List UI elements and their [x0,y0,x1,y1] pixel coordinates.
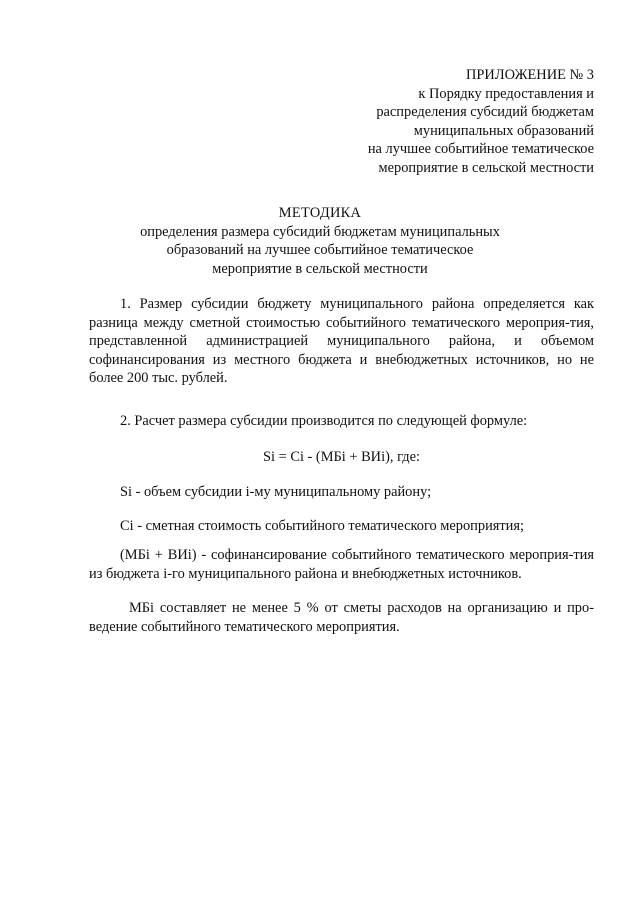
document-heading [100,204,540,278]
document-subtitle-line: мероприятие в сельской местности [212,260,428,277]
paragraph-4: Ci - сметная стоимость событийного тематического мероприятия; [120,518,524,534]
appendix-line: к Порядку предоставления и [418,85,594,102]
appendix-title: ПРИЛОЖЕНИЕ № 3 [466,67,594,83]
formula: Si = Ci - (МБi + ВИi), где: [263,449,420,465]
appendix-line: распределения субсидий бюджетам [376,104,594,121]
appendix-block [330,66,594,178]
paragraph-3: Si - объем субсидии i-му муниципальному району; [120,484,432,500]
document-title: МЕТОДИКА [278,205,362,221]
paragraph-6: МБi составляет не менее 5 % от сметы расходов на организацию и про-ведение событийного тематического мероприятия. [89,600,594,635]
document-subtitle-line: образований на лучшее событийное тематическое [166,242,474,259]
document-subtitle-line: определения размера субсидий бюджетам муниципальных [140,223,500,240]
paragraph-5: (МБi + ВИi) - софинансирование событийного тематического мероприя-тия из бюджета i-го муниципального района и внебюджетных источников. [89,547,594,582]
paragraph-1: 1. Размер субсидии бюджету муниципального района определяется как разница между сметной стоимостью событийного тематического мероприя-тия, представленной администрацией муниципального района, и объемом софинансирования из местного бюджета и внебюджетных источников, но не более 200 тыс. рублей. [89,296,594,387]
appendix-line: на лучшее событийное тематическое [367,141,594,158]
appendix-line: мероприятие в сельской местности [378,159,594,176]
appendix-line: муниципальных образований [413,122,594,139]
paragraph-2: 2. Расчет размера субсидии производится по следующей формуле: [120,413,528,429]
